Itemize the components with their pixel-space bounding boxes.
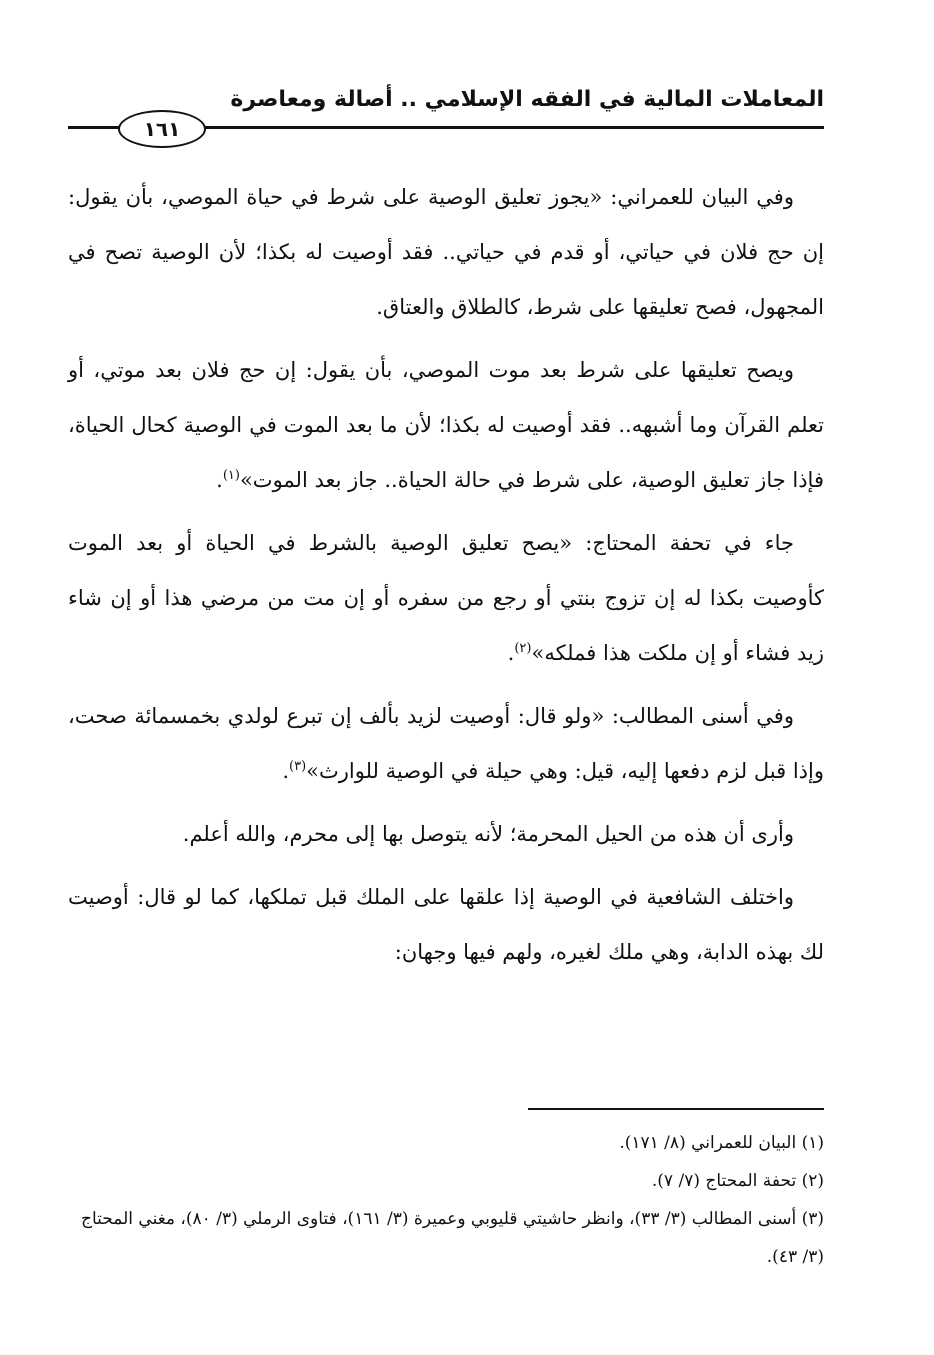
running-header-title: المعاملات المالية في الفقه الإسلامي .. أصالة ومعاصرة: [230, 87, 824, 112]
footnote-ref: (٢): [514, 641, 532, 656]
footnotes: [68, 1124, 824, 1276]
paragraph: وفي البيان للعمراني: «يجوز تعليق الوصية على شرط في حياة الموصي، بأن يقول: إن حج فلان في حياتي، أو قدم في حياتي.. فقد أوصيت له بكذا؛ لأن الوصية تصح في المجهول، فصح تعليقها على شرط، كالطلاق والعتاق.: [68, 185, 824, 319]
paragraph: واختلف الشافعية في الوصية إذا علقها على الملك قبل تملكها، كما لو قال: أوصيت لك بهذه الدابة، وهي ملك لغيره، ولهم فيها وجهان:: [68, 885, 824, 964]
page-number: ١٦١: [118, 110, 206, 148]
footnote-ref: (١): [222, 468, 240, 483]
paragraph: ويصح تعليقها على شرط بعد موت الموصي، بأن يقول: إن حج فلان بعد موتي، أو تعلم القرآن وما أشبهه.. فقد أوصيت له بكذا؛ لأن ما بعد الموت في الوصية كحال الحياة، فإذا جاز تعليق الوصية، على شرط في حالة الحياة.. جاز بعد الموت»$^{(١)}$.: [68, 358, 824, 492]
paragraph: وفي أسنى المطالب: «ولو قال: أوصيت لزيد بألف إن تبرع لولدي بخمسمائة صحت، وإذا قبل لزم دفعها إليه، قيل: وهي حيلة في الوصية للوارث»$^{(٣)}$.: [68, 704, 824, 783]
footnote-ref: (٣): [289, 759, 307, 774]
paragraph: وأرى أن هذه من الحيل المحرمة؛ لأنه يتوصل بها إلى محرم، والله أعلم.: [182, 822, 794, 846]
footnote-rule: [528, 1108, 824, 1110]
paragraph: جاء في تحفة المحتاج: «يصح تعليق الوصية بالشرط في الحياة أو بعد الموت كأوصيت بكذا له إن تزوج بنتي أو رجع من سفره أو إن مت من مرضي هذا أو إن شاء زيد فشاء أو إن ملكت هذا فملكه»$^{(٢)}$.: [68, 531, 824, 665]
footnote: (١) البيان للعمراني (٨/ ١٧١).: [619, 1133, 824, 1153]
footnote: (٢) تحفة المحتاج (٧/ ٧).: [651, 1171, 824, 1191]
footnote: (٣) أسنى المطالب (٣/ ٣٣)، وانظر حاشيتي قليوبي وعميرة (٣/ ١٦١)، فتاوى الرملي (٣/ ٨٠)، مغني المحتاج (٣/ ٤٣).: [81, 1209, 824, 1267]
body-text: [68, 170, 824, 988]
